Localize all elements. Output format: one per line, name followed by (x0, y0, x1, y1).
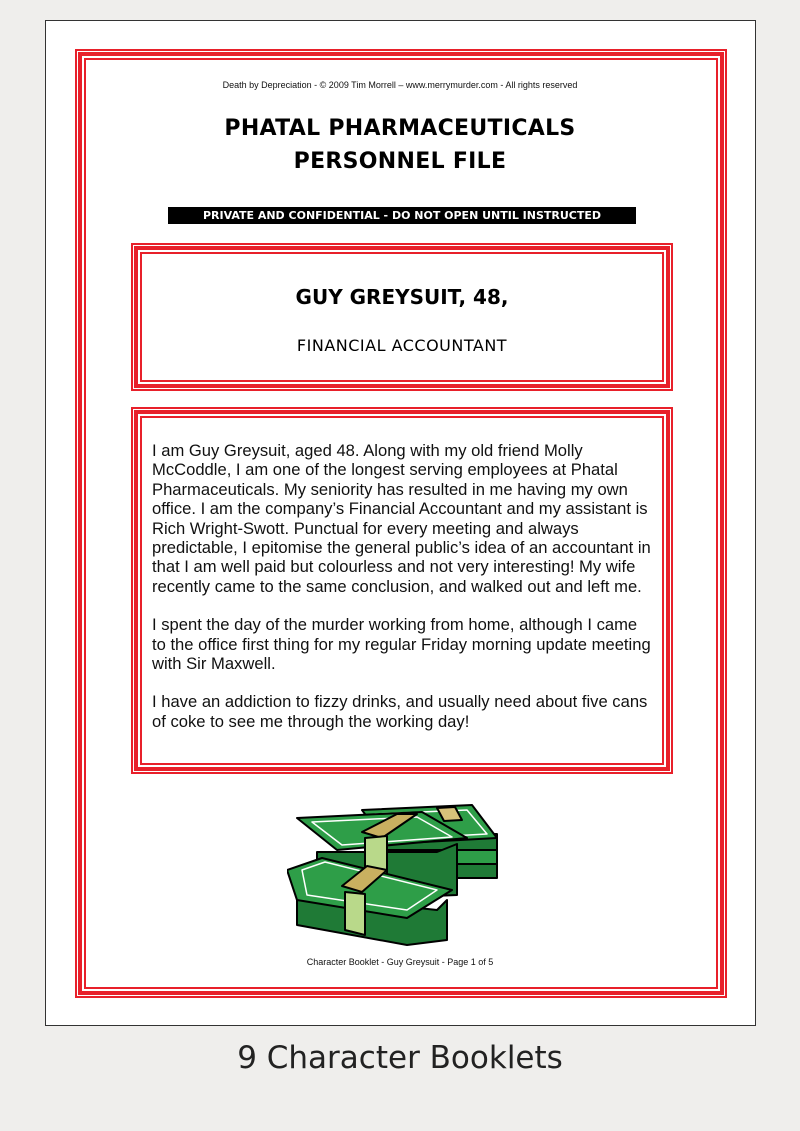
bio-paragraph: I am Guy Greysuit, aged 48. Along with my old friend Molly McCoddle, I am one of the longest serving employees at Phatal Pharmaceuticals. My seniority has resulted in me having my own office. I am the company’s Financial Accountant and my assistant is Rich Wright-Swott. Punctual for every meeting and always predictable, I epitomise the general public’s idea of an accountant in that I am well paid but colourless and not very interesting! My wife recently came to the same conclusion, and walked out and left me. (152, 441, 651, 596)
title-line-1: PHATAL PHARMACEUTICALS (224, 116, 576, 141)
character-header-frame (131, 243, 673, 391)
page-footer: Character Booklet - Guy Greysuit - Page 1 of 5 (306, 957, 494, 967)
title-line-2: PERSONNEL FILE (293, 149, 507, 174)
product-caption: 9 Character Booklets (237, 1040, 563, 1076)
money-stacks-clipart (287, 800, 507, 950)
confidential-banner: PRIVATE AND CONFIDENTIAL - DO NOT OPEN UNTIL INSTRUCTED (168, 207, 636, 224)
bio-paragraph: I have an addiction to fizzy drinks, and usually need about five cans of coke to see me through the working day! (152, 692, 648, 731)
character-role: FINANCIAL ACCOUNTANT (296, 336, 508, 355)
copyright-notice: Death by Depreciation - © 2009 Tim Morrell – www.merrymurder.com - All rights reserved (222, 80, 578, 90)
document-title (0, 112, 800, 178)
biography-text (152, 441, 652, 750)
bio-paragraph: I spent the day of the murder working from home, although I came to the office first thing for my regular Friday morning update meeting with Sir Maxwell. (152, 615, 651, 674)
character-name: GUY GREYSUIT, 48, (295, 285, 509, 309)
